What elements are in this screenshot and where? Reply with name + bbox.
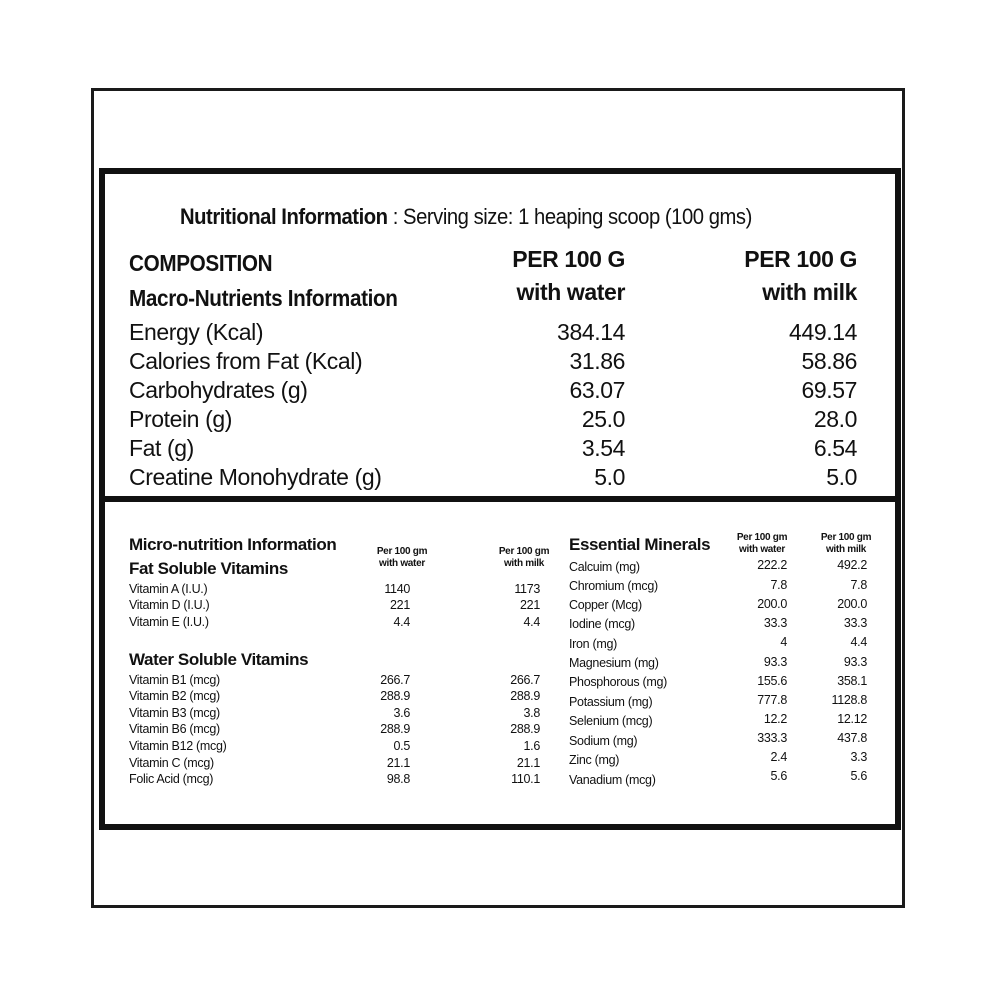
macro-row-name: Energy (Kcal) [129, 319, 264, 345]
macro-row-name: Protein (g) [129, 406, 232, 432]
minerals-col-water-header [722, 532, 802, 556]
macro-row-water: 25.0 [581, 406, 625, 432]
vitamin-name: Vitamin B12 (mcg) [129, 739, 227, 753]
mineral-name: Zinc (mg) [569, 753, 620, 767]
vitamin-milk: 4.4 [523, 615, 540, 629]
mineral-milk: 12.12 [837, 712, 867, 726]
macro-row-milk: 58.86 [801, 348, 857, 374]
vitamin-name: Vitamin B3 (mcg) [129, 706, 220, 720]
section-divider [105, 496, 895, 502]
mineral-water: 155.6 [757, 674, 787, 688]
mineral-name: Magnesium (mg) [569, 656, 659, 670]
vitamin-water: 3.6 [393, 706, 410, 720]
macro-row-name: Carbohydrates (g) [129, 377, 308, 403]
vitamin-water: 21.1 [386, 756, 410, 770]
serving-size-text: : Serving size: 1 heaping scoop (100 gms) [387, 204, 752, 229]
macro-row-water: 31.86 [569, 348, 625, 374]
header-title: Nutritional Information [180, 204, 388, 229]
vitamin-water: 221 [390, 598, 410, 612]
vitamin-name: Vitamin B6 (mcg) [129, 722, 220, 736]
vitamin-water: 4.4 [393, 615, 410, 629]
macro-row-name: Calories from Fat (Kcal) [129, 348, 363, 374]
vitamin-water: 98.8 [386, 772, 410, 786]
mineral-milk: 3.3 [850, 750, 867, 764]
mineral-milk: 93.3 [843, 655, 867, 669]
mineral-name: Copper (Mcg) [569, 598, 642, 612]
macro-row-milk: 28.0 [813, 406, 857, 432]
vitamin-milk: 288.9 [510, 689, 540, 703]
vitamin-water: 0.5 [393, 739, 410, 753]
macro-row-milk: 69.57 [801, 377, 857, 403]
vitamin-water: 288.9 [380, 689, 410, 703]
vitamin-name: Folic Acid (mcg) [129, 772, 214, 786]
vitamin-name: Vitamin C (mcg) [129, 756, 214, 770]
macro-row-water: 384.14 [557, 319, 625, 345]
mineral-name: Chromium (mcg) [569, 579, 658, 593]
fat-soluble-title: Fat Soluble Vitamins [129, 559, 288, 578]
mineral-milk: 358.1 [837, 674, 867, 688]
macro-col-water-line2: with water [516, 279, 625, 305]
vitamin-milk: 1173 [514, 582, 540, 596]
nutrition-header [180, 204, 752, 230]
micro-col-milk-line1: Per 100 gm [498, 546, 550, 557]
micro-col-water-header [360, 546, 444, 570]
mineral-milk: 200.0 [837, 597, 867, 611]
vitamin-milk: 221 [520, 598, 540, 612]
mineral-water: 222.2 [757, 558, 787, 572]
macro-row-milk: 449.14 [789, 319, 857, 345]
macro-row-water: 3.54 [581, 435, 625, 461]
mineral-milk: 33.3 [843, 616, 867, 630]
mineral-name: Selenium (mcg) [569, 714, 653, 728]
mineral-water: 2.4 [770, 750, 787, 764]
mineral-name: Potassium (mg) [569, 695, 653, 709]
macro-row-name: Creatine Monohydrate (g) [129, 464, 382, 490]
minerals-title: Essential Minerals [569, 535, 711, 554]
mineral-milk: 492.2 [837, 558, 867, 572]
mineral-water: 5.6 [770, 769, 787, 783]
vitamin-name: Vitamin B2 (mcg) [129, 689, 220, 703]
mineral-name: Sodium (mg) [569, 734, 638, 748]
water-soluble-title: Water Soluble Vitamins [129, 650, 309, 669]
mineral-water: 7.8 [770, 578, 787, 592]
mineral-name: Iron (mg) [569, 637, 618, 651]
composition-label: COMPOSITION [129, 250, 273, 276]
vitamin-milk: 266.7 [510, 673, 540, 687]
vitamin-water: 1140 [384, 582, 410, 596]
mineral-milk: 5.6 [850, 769, 867, 783]
macro-section-label: Macro-Nutrients Information [129, 285, 398, 311]
vitamin-name: Vitamin D (I.U.) [129, 598, 210, 612]
mineral-water: 93.3 [763, 655, 787, 669]
minerals-col-milk-line1: Per 100 gm [820, 532, 872, 543]
vitamin-name: Vitamin A (I.U.) [129, 582, 208, 596]
minerals-col-milk-line2: with milk [825, 544, 867, 555]
vitamin-water: 288.9 [380, 722, 410, 736]
mineral-milk: 1128.8 [831, 693, 867, 707]
mineral-milk: 7.8 [850, 578, 867, 592]
micro-col-water-line2: with water [379, 558, 425, 569]
vitamin-name: Vitamin B1 (mcg) [129, 673, 220, 687]
mineral-name: Calcuim (mg) [569, 560, 640, 574]
macro-col-milk-line2: with milk [762, 279, 857, 305]
vitamin-milk: 3.8 [523, 706, 540, 720]
micro-col-milk-header [484, 546, 564, 570]
vitamin-water: 266.7 [380, 673, 410, 687]
micro-col-water-line1: Per 100 gm [376, 546, 428, 557]
mineral-milk: 437.8 [837, 731, 867, 745]
vitamin-milk: 110.1 [511, 772, 540, 786]
mineral-water: 12.2 [763, 712, 787, 726]
mineral-name: Iodine (mcg) [569, 617, 635, 631]
mineral-water: 333.3 [757, 731, 787, 745]
mineral-water: 777.8 [757, 693, 787, 707]
mineral-water: 33.3 [763, 616, 787, 630]
minerals-col-water-line1: Per 100 gm [736, 532, 788, 543]
mineral-milk: 4.4 [850, 635, 867, 649]
macro-col-milk-line1: PER 100 G [744, 246, 857, 272]
mineral-water: 4 [780, 635, 787, 649]
mineral-water: 200.0 [757, 597, 787, 611]
vitamin-milk: 1.6 [523, 739, 540, 753]
minerals-col-milk-header [806, 532, 886, 556]
mineral-name: Vanadium (mcg) [569, 773, 656, 787]
macro-row-water: 63.07 [569, 377, 625, 403]
micro-title: Micro-nutrition Information [129, 535, 337, 554]
vitamin-name: Vitamin E (I.U.) [129, 615, 209, 629]
vitamin-milk: 21.1 [516, 756, 540, 770]
macro-row-name: Fat (g) [129, 435, 194, 461]
micro-col-milk-line2: with milk [503, 558, 545, 569]
macro-col-water-line1: PER 100 G [512, 246, 625, 272]
minerals-col-water-line2: with water [739, 544, 785, 555]
macro-row-milk: 5.0 [826, 464, 857, 490]
mineral-name: Phosphorous (mg) [569, 675, 668, 689]
macro-row-milk: 6.54 [813, 435, 857, 461]
vitamin-milk: 288.9 [510, 722, 540, 736]
macro-row-water: 5.0 [594, 464, 625, 490]
